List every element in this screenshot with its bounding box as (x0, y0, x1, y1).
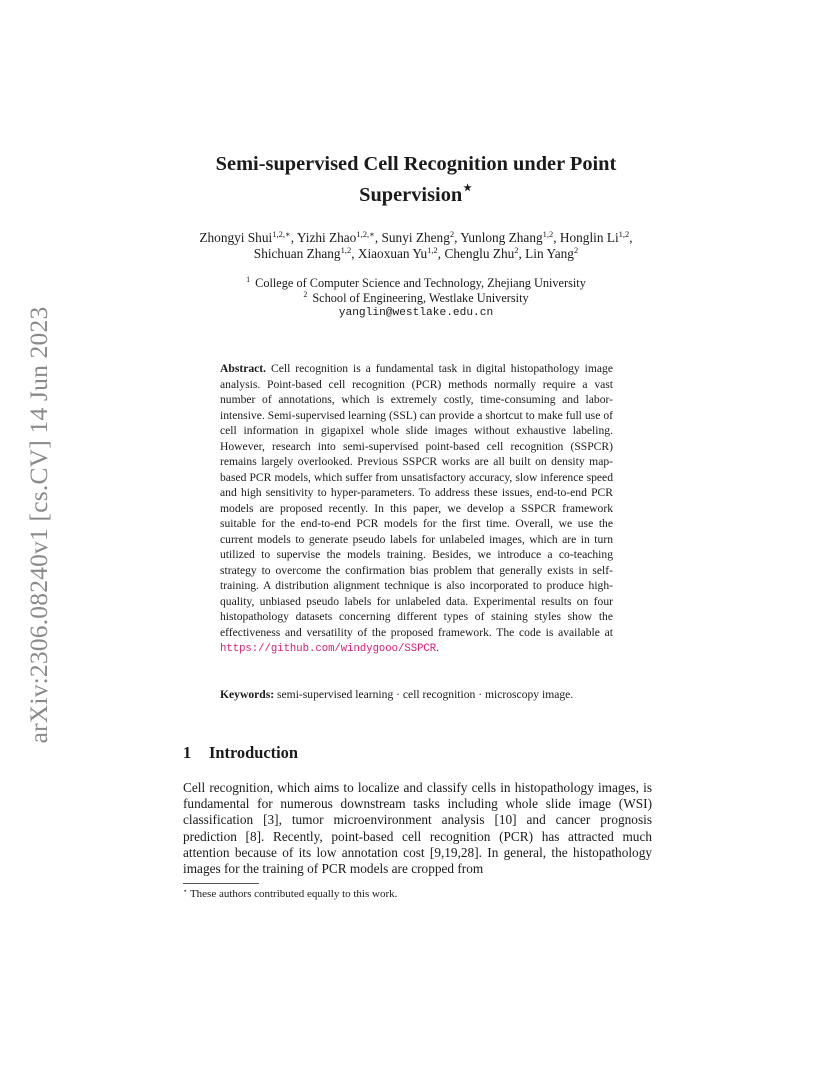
affiliations (175, 276, 657, 321)
keywords (220, 687, 613, 703)
affiliation: $^2$ School of Engineering, Westlake University (303, 290, 529, 305)
author: Xiaoxuan Yu$^{1,2}$ (357, 245, 438, 261)
intro-paragraph: Cell recognition, which aims to localize and classify cells in histopathology images, is fundamental for numerous downstream tasks including whole slide image (WSI) classification [3], tumor microenvironment analysis [10] and cancer prognosis prediction [8]. Recently, point-based cell recognition (PCR) has attracted much attention because of its low annotation cost [9,19,28]. In general, the histopathology images for the training of PCR models are cropped from (183, 780, 652, 877)
author: Honglin Li$^{1,2}$ (559, 229, 630, 245)
paper-title (190, 152, 642, 207)
author: Yunlong Zhang$^{1,2}$ (460, 229, 554, 245)
author: Sunyi Zheng$^2$ (381, 229, 455, 245)
keywords-label: Keywords: (220, 688, 275, 701)
arxiv-id: arXiv:2306.08240v1 [cs.CV] 14 Jun 2023 (24, 306, 53, 744)
section-heading (183, 743, 298, 763)
title-footnote-mark: ⋆ (462, 178, 473, 197)
paper-title-text: Semi-supervised Cell Recognition under Point Supervision (215, 153, 617, 206)
footnote-rule (183, 883, 259, 884)
footnote-mark: ⋆ (183, 887, 188, 895)
author: Zhongyi Shui$^{1,2,∗}$ (199, 229, 291, 245)
abstract-text: Cell recognition is a fundamental task in digital histopathology image analysis. Point-based cell recognition (PCR) methods normally require a vast number of annotations, which is extremely costly, time-consuming and labor-intensive. Semi-supervised learning (SSL) can provide a shortcut to make full use of cell information in gigapixel whole slide images without exhaustive labeling. However, research into semi-supervised point-based cell recognition (SSPCR) remains largely overlooked. Previous SSPCR works are all built on density map-based PCR models, which suffer from unsatisfactory accuracy, slow inference speed and high sensitivity to hyper-parameters. To address these issues, end-to-end PCR models are proposed recently. In this paper, we develop a SSPCR framework suitable for the end-to-end PCR models for the first time. Overall, we use the current models to generate pseudo labels for unlabeled images, which are in turn utilized to supervise the models training. Besides, we introduce a co-teaching strategy to overcome the confirmation bias problem that generally exists in self-training. A distribution alignment technique is also incorporated to produce high-quality, unbiased pseudo labels for unlabeled data. Experimental results on four histopathology datasets concerning different types of staining styles show the effectiveness and versatility of the proposed framework. The code is available at (220, 362, 613, 639)
affiliation: $^1$ College of Computer Science and Technology, Zhejiang University (246, 275, 586, 290)
author-list: Zhongyi Shui$^{1,2,∗}$, Yizhi Zhao$^{1,2,∗}$, Sunyi Zheng$^2$, Yunlong Zhang$^{1,2}$, Honglin Li$^{1,2}$, Shichuan Zhang$^{1,2}$, Xiaoxuan Yu$^{1,2}$, Chenglu Zhu$^2$, Lin Yang$^2$ (199, 229, 633, 261)
author: Chenglu Zhu$^2$ (444, 245, 519, 261)
section-number: 1 (183, 743, 192, 762)
author: Lin Yang$^2$ (525, 245, 579, 261)
footnote-text: These authors contributed equally to this work. (189, 888, 398, 900)
keywords-text: semi-supervised learning · cell recognition · microscopy image. (277, 688, 574, 701)
footnote (183, 887, 397, 901)
author: Shichuan Zhang$^{1,2}$ (253, 245, 352, 261)
email-address[interactable]: yanglin@westlake.edu.cn (338, 307, 494, 319)
author: Yizhi Zhao$^{1,2,∗}$ (296, 229, 375, 245)
abstract-label: Abstract. (220, 362, 267, 375)
code-link[interactable]: https://github.com/windygooo/SSPCR (220, 643, 437, 655)
abstract: Abstract. Cell recognition is a fundamental task in digital histopathology image analysis. Point-based cell recognition (PCR) methods normally require a vast number of annotations, which is extremely costly, time-consuming and labor-intensive. Semi-supervised learning (SSL) can provide a shortcut to make full use of cell information in gigapixel whole slide images without exhaustive labeling. However, research into semi-supervised point-based cell recognition (SSPCR) remains largely overlooked. Previous SSPCR works are all built on density map-based PCR models, which suffer from unsatisfactory accuracy, slow inference speed and high sensitivity to hyper-parameters. To address these issues, end-to-end PCR models are proposed recently. In this paper, we develop a SSPCR framework suitable for the end-to-end PCR models for the first time. Overall, we use the current models to generate pseudo labels for unlabeled images, which are in turn utilized to supervise the models training. Besides, we introduce a co-teaching strategy to overcome the confirmation bias problem that generally exists in self-training. A distribution alignment technique is also incorporated to produce high-quality, unbiased pseudo labels for unlabeled data. Experimental results on four histopathology datasets concerning different types of staining styles show the effectiveness and versatility of the proposed framework. The code is available at https://github.com/windygooo/SSPCR. (220, 362, 613, 655)
section-title: Introduction (209, 743, 298, 762)
